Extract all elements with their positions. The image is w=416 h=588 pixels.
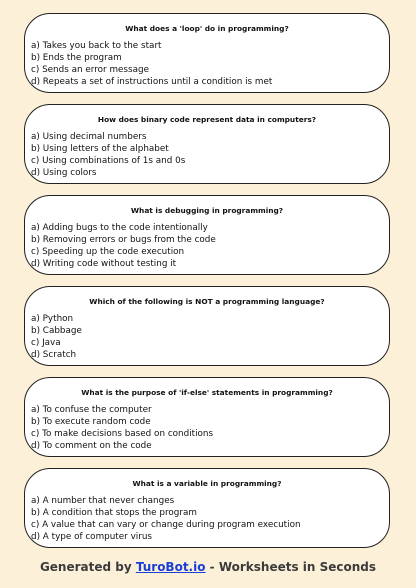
option-c: c) To make decisions based on conditions: [31, 429, 214, 439]
options-list: [31, 131, 185, 179]
question-card: [24, 468, 390, 548]
option-c: c) Sends an error message: [31, 65, 149, 75]
option-b: b) Removing errors or bugs from the code: [31, 235, 216, 245]
option-b: b) Using letters of the alphabet: [31, 144, 169, 154]
question-text: What is a variable in programming?: [132, 479, 282, 488]
question-text: How does binary code represent data in computers?: [97, 115, 317, 124]
options-list: [31, 222, 216, 270]
options-list: [31, 313, 82, 361]
option-d: d) Scratch: [31, 350, 77, 360]
option-d: d) To comment on the code: [31, 441, 152, 451]
question-text: What does a 'loop' do in programming?: [125, 24, 289, 33]
footer-credit: [0, 560, 416, 574]
option-c: c) A value that can vary or change during program execution: [31, 520, 301, 530]
question-card: [24, 286, 390, 366]
option-a: a) Takes you back to the start: [31, 41, 162, 51]
option-a: a) Python: [31, 314, 74, 324]
options-list: [31, 495, 301, 543]
footer-prefix: Generated by: [39, 560, 136, 574]
question-card: [24, 13, 390, 93]
options-list: [31, 404, 213, 452]
option-a: a) Adding bugs to the code intentionally: [31, 223, 208, 233]
question-card: [24, 377, 390, 457]
option-d: d) A type of computer virus: [31, 532, 152, 542]
option-c: c) Using combinations of 1s and 0s: [31, 156, 186, 166]
option-a: a) To confuse the computer: [31, 405, 152, 415]
option-c: c) Speeding up the code execution: [31, 247, 185, 257]
option-c: c) Java: [31, 338, 61, 348]
options-list: [31, 40, 272, 88]
option-b: b) A condition that stops the program: [31, 508, 197, 518]
option-a: a) Using decimal numbers: [31, 132, 147, 142]
option-b: b) Cabbage: [31, 326, 82, 336]
question-text: Which of the following is NOT a programming language?: [89, 297, 325, 306]
option-d: d) Using colors: [31, 168, 97, 178]
option-a: a) A number that never changes: [31, 496, 175, 506]
option-b: b) Ends the program: [31, 53, 122, 63]
turobot-link[interactable]: TuroBot.io: [135, 560, 206, 574]
option-d: d) Writing code without testing it: [31, 259, 177, 269]
footer-suffix: - Worksheets in Seconds: [205, 560, 377, 574]
question-card: [24, 195, 390, 275]
question-card: [24, 104, 390, 184]
option-d: d) Repeats a set of instructions until a condition is met: [31, 77, 273, 87]
option-b: b) To execute random code: [31, 417, 151, 427]
question-text: What is the purpose of 'if-else' statements in programming?: [81, 388, 333, 397]
question-text: What is debugging in programming?: [130, 206, 284, 215]
